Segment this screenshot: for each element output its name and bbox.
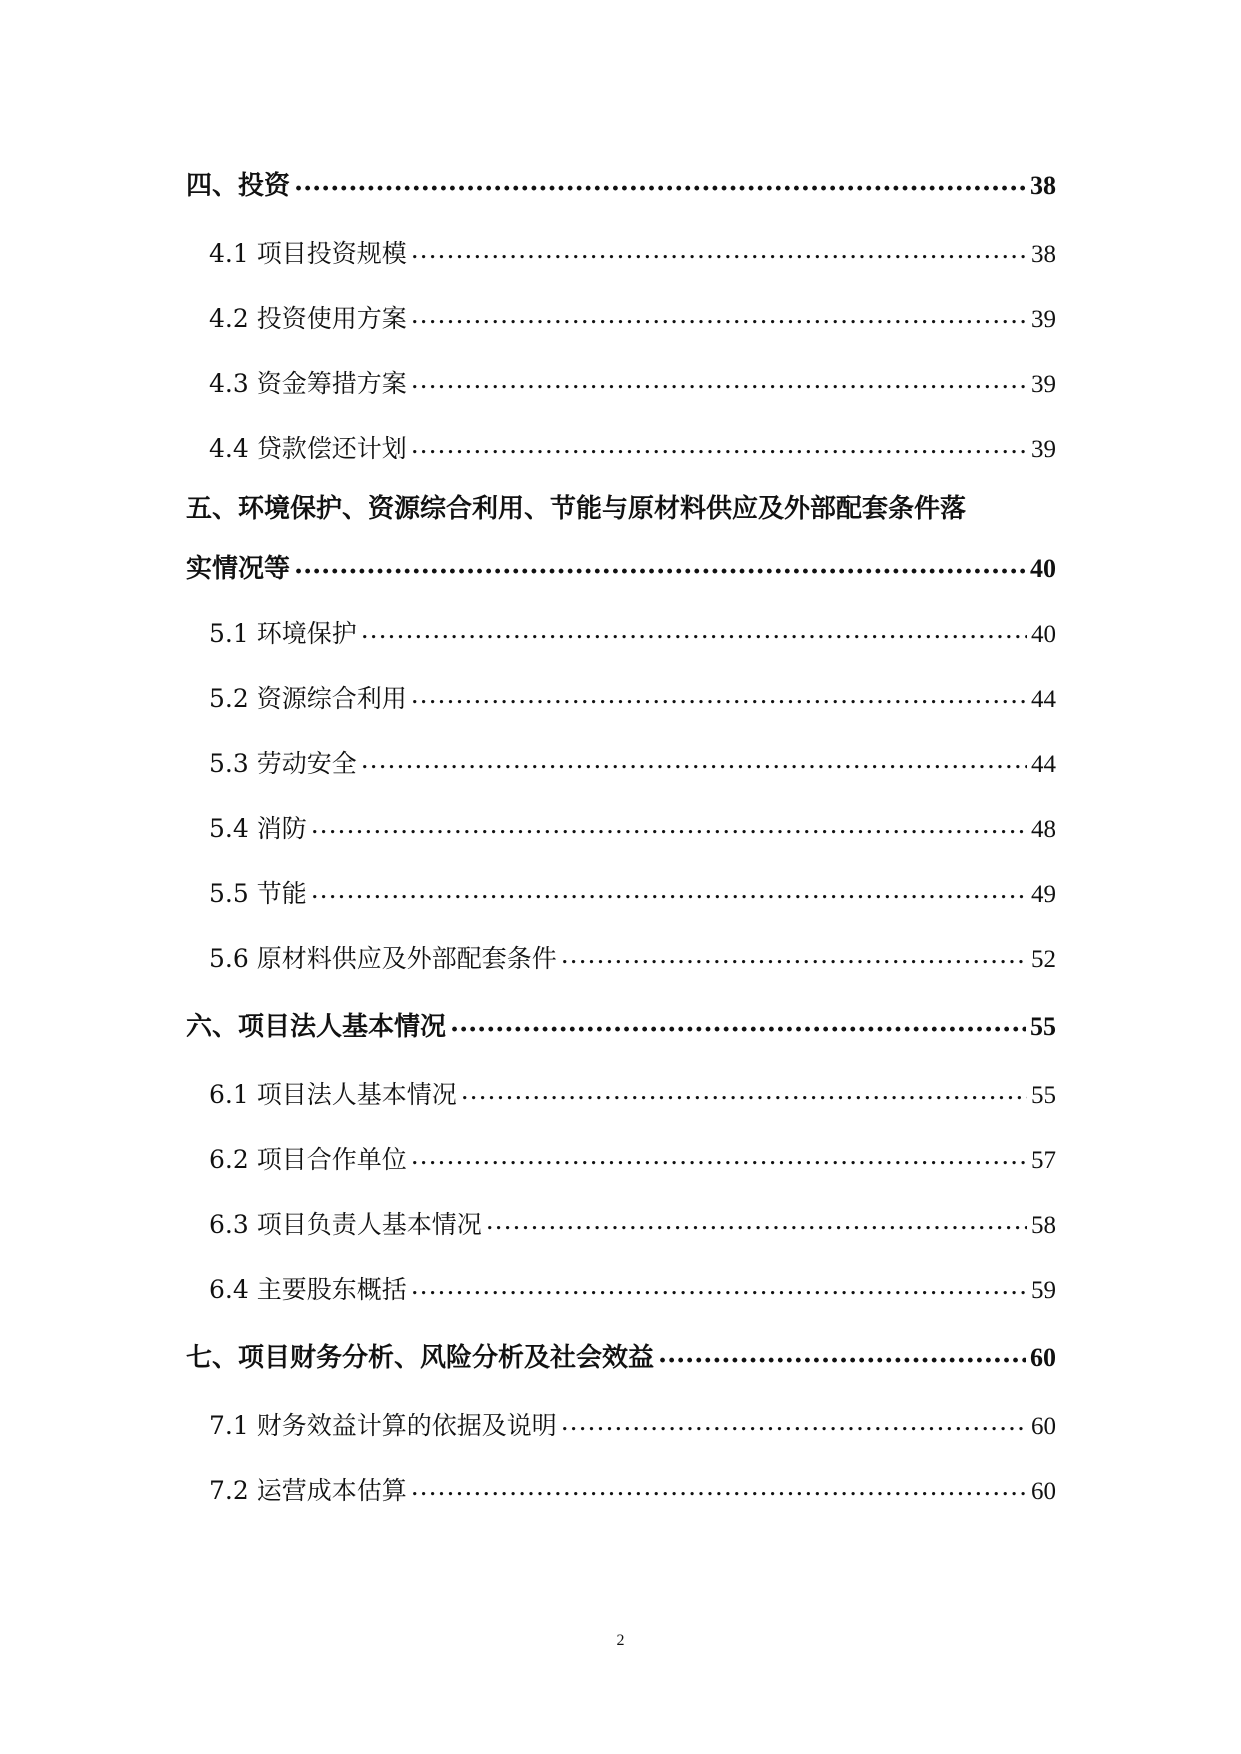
toc-entry-label: 4.3 资金筹措方案 xyxy=(209,369,407,398)
toc-page-number: 39 xyxy=(1031,306,1056,333)
toc-entry-label: 5.1 环境保护 xyxy=(209,619,357,648)
toc-entry-6-2[interactable] xyxy=(186,1127,1056,1192)
toc-page-number: 39 xyxy=(1031,436,1056,463)
toc-page-number: 44 xyxy=(1031,751,1056,778)
toc-leader-dots xyxy=(361,727,1027,792)
toc-page-number: 49 xyxy=(1031,881,1056,908)
toc-leader-dots xyxy=(361,597,1027,662)
toc-page-number: 60 xyxy=(1031,1478,1056,1505)
toc-entry-label: 4.2 投资使用方案 xyxy=(209,304,407,333)
toc-page-number: 40 xyxy=(1031,621,1056,648)
toc-entry-label: 6.2 项目合作单位 xyxy=(209,1145,407,1174)
toc-entry-5-3[interactable] xyxy=(186,731,1056,796)
toc-page-number: 38 xyxy=(1031,241,1056,268)
toc-leader-dots xyxy=(411,347,1027,412)
toc-leader-dots xyxy=(411,662,1027,727)
toc-leader-dots xyxy=(411,1253,1027,1318)
toc-page-number: 59 xyxy=(1031,1277,1056,1304)
toc-leader-dots xyxy=(411,217,1027,282)
toc-entry-label: 5.3 劳动安全 xyxy=(209,749,357,778)
toc-entry-chapter-5-line1[interactable] xyxy=(186,481,1056,537)
toc-page-number: 60 xyxy=(1030,1343,1056,1372)
toc-entry-label: 5.2 资源综合利用 xyxy=(209,684,407,713)
toc-leader-dots xyxy=(294,147,1026,218)
toc-entry-label: 4.4 贷款偿还计划 xyxy=(209,434,407,463)
toc-leader-dots xyxy=(658,1319,1026,1390)
toc-entry-6-4[interactable] xyxy=(186,1257,1056,1322)
toc-leader-dots xyxy=(411,412,1027,477)
toc-page-number: 60 xyxy=(1031,1413,1056,1440)
toc-entry-4-4[interactable] xyxy=(186,416,1056,481)
toc-page-number: 55 xyxy=(1031,1082,1056,1109)
toc-entry-label: 6.4 主要股东概括 xyxy=(209,1275,407,1304)
toc-leader-dots xyxy=(294,533,1026,597)
toc-entry-5-4[interactable] xyxy=(186,796,1056,861)
toc-entry-5-5[interactable] xyxy=(186,861,1056,926)
toc-entry-7-1[interactable] xyxy=(186,1393,1056,1458)
toc-entry-6-3[interactable] xyxy=(186,1192,1056,1257)
toc-entry-5-2[interactable] xyxy=(186,666,1056,731)
toc-entry-label: 5.5 节能 xyxy=(209,879,307,908)
toc-page-number: 48 xyxy=(1031,816,1056,843)
toc-entry-5-1[interactable] xyxy=(186,601,1056,666)
toc-leader-dots xyxy=(411,1454,1027,1519)
toc-entry-chapter-4[interactable] xyxy=(186,150,1056,221)
toc-page-number: 55 xyxy=(1030,1012,1056,1041)
toc-entry-label: 6.1 项目法人基本情况 xyxy=(209,1080,457,1109)
toc-page-number: 57 xyxy=(1031,1147,1056,1174)
toc-entry-chapter-6[interactable] xyxy=(186,991,1056,1062)
toc-entry-label: 4.1 项目投资规模 xyxy=(209,239,407,268)
toc-entry-label: 5.6 原材料供应及外部配套条件 xyxy=(209,944,557,973)
toc-entry-label: 7.1 财务效益计算的依据及说明 xyxy=(209,1411,557,1440)
toc-entry-label-continued: 实情况等 xyxy=(186,554,291,584)
toc-leader-dots xyxy=(561,1389,1027,1454)
toc-entry-5-6[interactable] xyxy=(186,926,1056,991)
toc-leader-dots xyxy=(411,282,1027,347)
toc-leader-dots xyxy=(486,1188,1027,1253)
toc-leader-dots xyxy=(311,857,1027,922)
toc-page-number: 38 xyxy=(1030,171,1056,200)
toc-entry-4-2[interactable] xyxy=(186,286,1056,351)
toc-page-number: 58 xyxy=(1031,1212,1056,1239)
toc-entry-label: 六、项目法人基本情况 xyxy=(186,1012,447,1042)
toc-entry-chapter-5-line2[interactable] xyxy=(186,537,1056,601)
toc-entry-4-1[interactable] xyxy=(186,221,1056,286)
toc-entry-label: 6.3 项目负责人基本情况 xyxy=(209,1210,482,1239)
table-of-contents xyxy=(186,150,1056,1523)
toc-entry-label: 5.4 消防 xyxy=(209,814,307,843)
toc-leader-dots xyxy=(411,1123,1027,1188)
toc-leader-dots xyxy=(450,988,1026,1059)
toc-entry-7-2[interactable] xyxy=(186,1458,1056,1523)
toc-page-number: 44 xyxy=(1031,686,1056,713)
toc-leader-dots xyxy=(461,1058,1027,1123)
toc-entry-6-1[interactable] xyxy=(186,1062,1056,1127)
page-number-footer: 2 xyxy=(616,1632,625,1649)
toc-page-number: 39 xyxy=(1031,371,1056,398)
toc-entry-label: 七、项目财务分析、风险分析及社会效益 xyxy=(186,1343,655,1373)
toc-entry-label: 五、环境保护、资源综合利用、节能与原材料供应及外部配套条件落 xyxy=(186,494,967,524)
toc-entry-chapter-7[interactable] xyxy=(186,1322,1056,1393)
toc-entry-label: 四、投资 xyxy=(186,171,291,201)
toc-page-number: 40 xyxy=(1030,554,1056,583)
toc-leader-dots xyxy=(561,922,1027,987)
toc-entry-4-3[interactable] xyxy=(186,351,1056,416)
toc-page-number: 52 xyxy=(1031,946,1056,973)
toc-leader-dots xyxy=(311,792,1027,857)
toc-entry-label: 7.2 运营成本估算 xyxy=(209,1476,407,1505)
